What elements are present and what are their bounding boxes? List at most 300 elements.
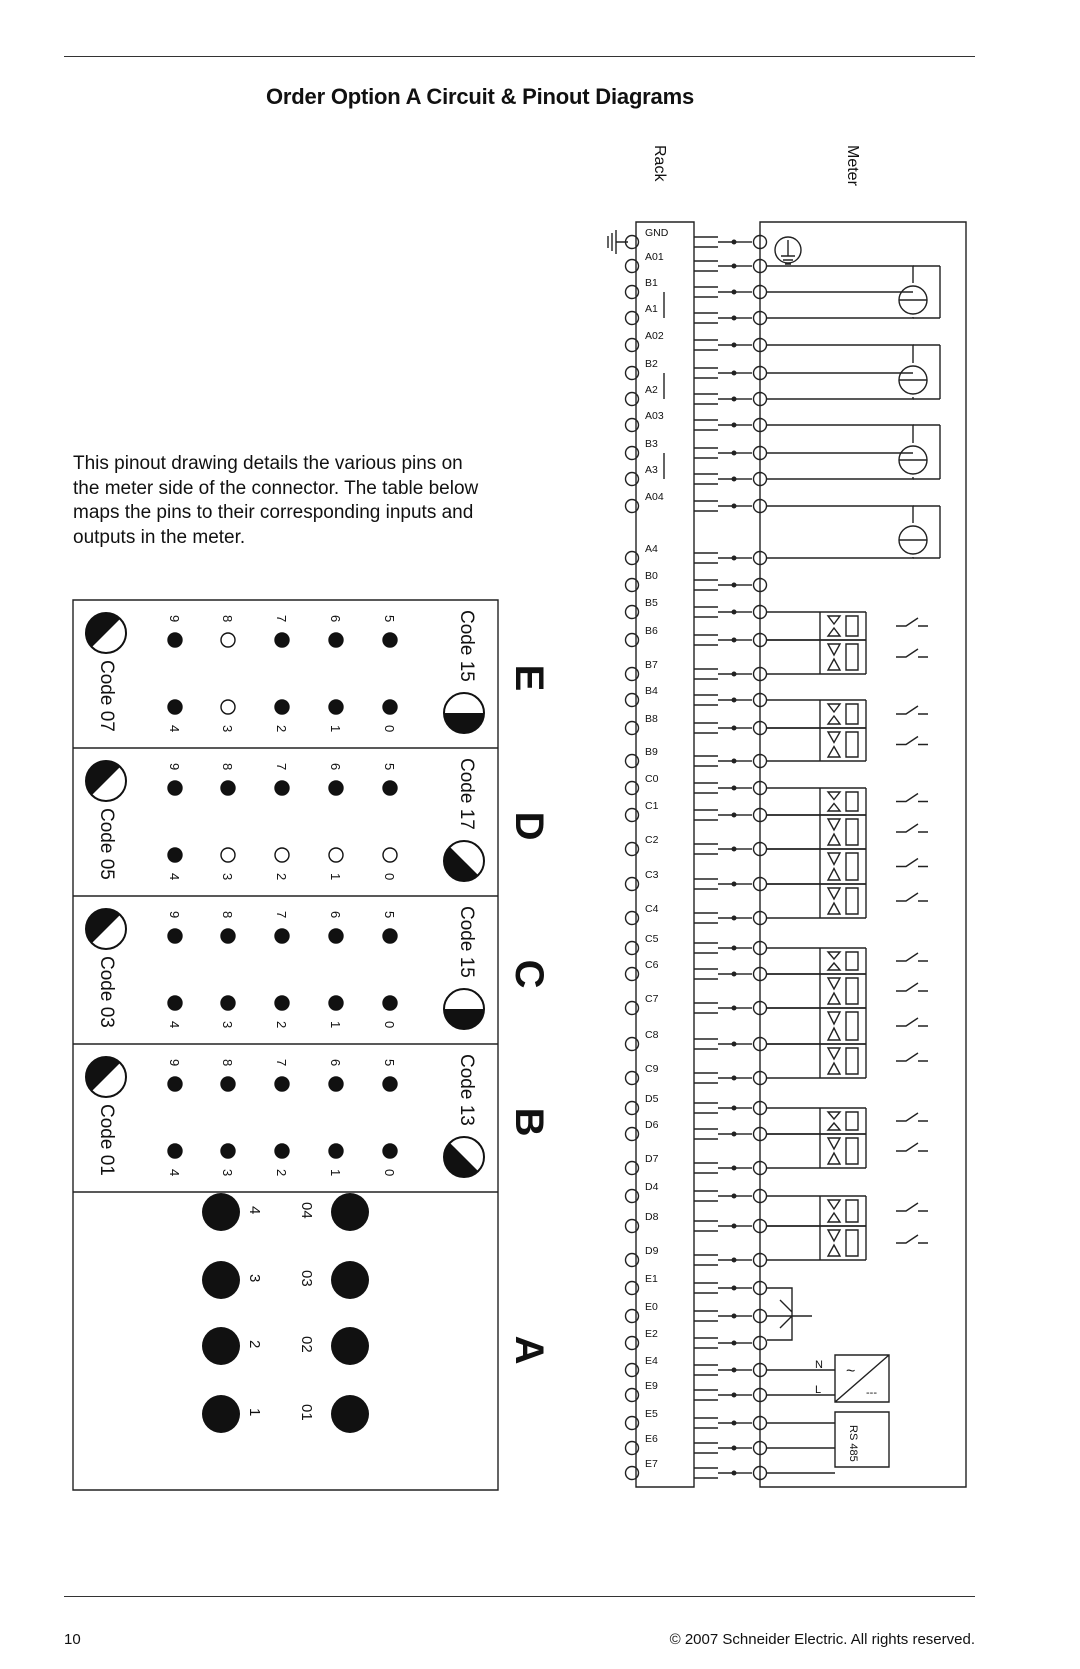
relay-output-16 xyxy=(767,1226,928,1260)
top-pin-dot xyxy=(383,633,397,647)
pin-dot xyxy=(732,316,737,321)
pin-b5 xyxy=(626,597,767,619)
pin-dot xyxy=(732,972,737,977)
pin-label: B1 xyxy=(645,277,658,289)
pin-d8 xyxy=(626,1211,767,1233)
pin-label: A03 xyxy=(645,410,664,422)
pin-c9 xyxy=(626,1063,767,1085)
input-loop-1 xyxy=(767,266,913,318)
pinout-section-b xyxy=(73,1049,551,1192)
relay-coil xyxy=(846,1048,858,1074)
pin-dot xyxy=(732,1286,737,1291)
pin-e0 xyxy=(626,1301,767,1323)
relay-output-11 xyxy=(767,1008,928,1044)
connector-pin-large xyxy=(202,1193,240,1231)
right-code-label: Code 15 xyxy=(456,610,477,682)
pin-dot xyxy=(732,423,737,428)
connector-pins xyxy=(694,394,732,404)
connector-pins xyxy=(694,1283,732,1293)
bottom-pin-label: 1 xyxy=(328,1021,343,1029)
left-code-label: Code 03 xyxy=(96,956,117,1028)
bottom-pin-dot xyxy=(168,996,182,1010)
rs485-block xyxy=(767,1412,889,1473)
top-pin-label: 7 xyxy=(274,615,289,623)
relay-frame xyxy=(820,815,866,849)
pin-label: B9 xyxy=(645,746,658,758)
pin-label: E9 xyxy=(645,1380,658,1392)
diode-icon xyxy=(828,952,840,970)
bottom-pin-label: 0 xyxy=(382,873,397,881)
pin-a3 xyxy=(626,464,767,486)
diode-icon xyxy=(828,792,840,811)
relay-coil xyxy=(846,819,858,845)
pin-label: C4 xyxy=(645,903,659,915)
relay-coil xyxy=(846,853,858,880)
bottom-pin-dot xyxy=(329,848,343,862)
top-pin-label: 6 xyxy=(328,763,343,771)
pin-a2 xyxy=(626,384,767,406)
pinout-table xyxy=(73,600,551,1490)
section-letter-e: E xyxy=(507,664,551,692)
connector-pins xyxy=(694,1163,732,1173)
pin-label: A1 xyxy=(645,303,658,315)
left-keying-circle xyxy=(78,1049,135,1106)
top-pin-label: 5 xyxy=(382,763,397,771)
page-number: 10 xyxy=(64,1631,81,1648)
rack-label: Rack xyxy=(651,145,668,182)
power-n-label: N xyxy=(815,1359,823,1371)
connector-pins xyxy=(694,1221,732,1231)
bottom-pin-dot xyxy=(168,700,182,714)
connector-pins xyxy=(694,756,732,766)
connector-pins xyxy=(694,1443,732,1453)
input-loop-outer xyxy=(913,345,940,399)
left-code-label: Code 07 xyxy=(96,660,117,732)
top-pin-label: 9 xyxy=(167,763,182,771)
relay-coil xyxy=(846,1138,858,1164)
pin-label: D9 xyxy=(645,1245,659,1257)
connector-pin-large xyxy=(331,1327,369,1365)
relay-output-14 xyxy=(767,1134,928,1168)
relay-output-6 xyxy=(767,815,928,849)
connector-pins xyxy=(694,913,732,923)
top-pin-label: 7 xyxy=(274,1059,289,1067)
relay-output-13 xyxy=(767,1108,928,1134)
pin-label: D8 xyxy=(645,1211,659,1223)
pin-b8 xyxy=(626,713,767,735)
switch-icon xyxy=(896,983,928,991)
switch-icon xyxy=(896,1053,928,1061)
connector-pins xyxy=(694,607,732,617)
top-pin-dot xyxy=(275,1077,289,1091)
inner-pin-label: 3 xyxy=(246,1274,263,1283)
pin-gnd xyxy=(626,227,767,249)
input-loop-4 xyxy=(767,506,913,558)
top-pin-dot xyxy=(168,929,182,943)
bottom-pin-label: 1 xyxy=(328,873,343,881)
switch-icon xyxy=(896,1113,928,1121)
pin-b1 xyxy=(626,277,767,299)
pin-dot xyxy=(732,1393,737,1398)
pin-label: B4 xyxy=(645,685,658,697)
diode-icon xyxy=(828,853,840,880)
pin-e7 xyxy=(626,1458,767,1480)
top-pin-dot xyxy=(275,781,289,795)
pin-dot xyxy=(732,504,737,509)
connector-pins xyxy=(694,368,732,378)
connector-pins xyxy=(694,695,732,705)
connector-pins xyxy=(694,1418,732,1428)
connector-pins xyxy=(694,448,732,458)
bottom-pin-label: 3 xyxy=(220,873,235,881)
switch-icon xyxy=(896,794,928,802)
pin-dot xyxy=(732,916,737,921)
diode-icon xyxy=(828,1012,840,1040)
bottom-pin-label: 0 xyxy=(382,1169,397,1177)
pin-d9 xyxy=(626,1245,767,1267)
switch-icon xyxy=(896,1018,928,1026)
pin-d7 xyxy=(626,1153,767,1175)
switch-icon xyxy=(896,953,928,961)
digital-input-diodes xyxy=(767,1288,812,1340)
copyright-notice: © 2007 Schneider Electric. All rights reserved. xyxy=(669,1631,975,1648)
top-pin-dot xyxy=(221,633,235,647)
pin-label: E7 xyxy=(645,1458,658,1470)
pin-dot xyxy=(732,451,737,456)
relay-output-12 xyxy=(767,1044,928,1078)
pin-dot xyxy=(732,759,737,764)
bottom-pin-label: 2 xyxy=(274,1021,289,1029)
connector-pins xyxy=(694,474,732,484)
pin-dot xyxy=(732,1006,737,1011)
pin-dot xyxy=(732,1166,737,1171)
switch-icon xyxy=(896,737,928,745)
connector-pin-large xyxy=(331,1193,369,1231)
pin-dot xyxy=(732,813,737,818)
pinout-section-c xyxy=(73,901,551,1044)
top-pin-label: 5 xyxy=(382,615,397,623)
pin-label: E2 xyxy=(645,1328,658,1340)
pin-label: B3 xyxy=(645,438,658,450)
connector-pins xyxy=(694,261,732,271)
top-pin-label: 5 xyxy=(382,1059,397,1067)
relay-frame xyxy=(820,700,866,728)
power-supply-block xyxy=(767,1355,889,1402)
pin-label: E5 xyxy=(645,1408,658,1420)
pin-label: E1 xyxy=(645,1273,658,1285)
diode-icon xyxy=(828,616,840,636)
pin-dot xyxy=(732,290,737,295)
pin-dot xyxy=(732,371,737,376)
relay-coil xyxy=(846,704,858,724)
bottom-pin-dot xyxy=(221,848,235,862)
connector-pin-large xyxy=(331,1261,369,1299)
diode-icon xyxy=(828,704,840,724)
pin-a04 xyxy=(626,491,767,513)
relay-frame xyxy=(820,1226,866,1260)
connector-pins xyxy=(694,501,732,511)
pin-c8 xyxy=(626,1029,767,1051)
pin-dot xyxy=(732,786,737,791)
top-pin-label: 9 xyxy=(167,911,182,919)
connector-pins xyxy=(694,1311,732,1321)
pin-dot xyxy=(732,583,737,588)
pin-label: E6 xyxy=(645,1433,658,1445)
intro-paragraph: This pinout drawing details the various pins on the meter side of the connector. The table below maps the pins to their corresponding inputs and outputs in the meter. xyxy=(73,453,479,548)
relay-output-7 xyxy=(767,849,928,884)
relay-frame xyxy=(820,1196,866,1226)
bottom-pin-label: 4 xyxy=(167,1021,182,1029)
top-pin-dot xyxy=(221,1077,235,1091)
relay-output-3 xyxy=(767,700,928,728)
relay-output-8 xyxy=(767,884,928,918)
power-dc-symbol: --- xyxy=(866,1387,877,1399)
section-letter-b: B xyxy=(507,1107,551,1137)
connector-pin-large xyxy=(202,1395,240,1433)
pin-label: A2 xyxy=(645,384,658,396)
pin-dot xyxy=(732,1224,737,1229)
pin-label: D6 xyxy=(645,1119,659,1131)
pin-dot xyxy=(732,638,737,643)
connector-pins xyxy=(694,1103,732,1113)
relay-output-9 xyxy=(767,948,928,974)
bottom-pin-dot xyxy=(275,1144,289,1158)
bottom-pin-dot xyxy=(329,996,343,1010)
switch-icon xyxy=(896,824,928,832)
top-pin-dot xyxy=(329,929,343,943)
pin-b3 xyxy=(626,438,767,460)
connector-pins xyxy=(694,943,732,953)
pin-dot xyxy=(732,1076,737,1081)
bottom-pin-dot xyxy=(275,700,289,714)
relay-frame xyxy=(820,788,866,815)
pin-a01 xyxy=(626,251,767,273)
connector-pins xyxy=(694,1365,732,1375)
pin-c7 xyxy=(626,993,767,1015)
bottom-pin-dot xyxy=(383,1144,397,1158)
left-keying-circle xyxy=(78,901,135,958)
inner-pin-label: 2 xyxy=(246,1340,263,1349)
pin-e4 xyxy=(626,1355,767,1377)
inner-pin-label: 1 xyxy=(246,1408,263,1417)
outer-pin-label: 04 xyxy=(298,1202,315,1219)
top-pin-dot xyxy=(329,781,343,795)
top-pin-dot xyxy=(383,1077,397,1091)
pin-dot xyxy=(732,1341,737,1346)
right-code-label: Code 13 xyxy=(456,1054,477,1126)
top-pin-dot xyxy=(383,781,397,795)
diode-icon xyxy=(828,644,840,670)
relay-frame xyxy=(820,974,866,1008)
bottom-pin-dot xyxy=(275,848,289,862)
pin-dot xyxy=(732,264,737,269)
pin-dot xyxy=(732,847,737,852)
diode-icon xyxy=(828,1230,840,1256)
pin-b4 xyxy=(626,685,767,707)
relay-frame xyxy=(820,728,866,761)
top-pin-dot xyxy=(221,781,235,795)
bottom-pin-dot xyxy=(168,1144,182,1158)
connector-pins xyxy=(694,1073,732,1083)
top-pin-dot xyxy=(275,633,289,647)
input-loop-2 xyxy=(767,345,913,399)
pin-d5 xyxy=(626,1093,767,1115)
switch-icon xyxy=(896,1143,928,1151)
bottom-pin-label: 4 xyxy=(167,725,182,733)
pin-c1 xyxy=(626,800,767,822)
diode-icon xyxy=(828,732,840,757)
pin-c4 xyxy=(626,903,767,925)
diode-icon xyxy=(828,1138,840,1164)
pin-dot xyxy=(732,1314,737,1319)
connector-pins xyxy=(694,237,732,247)
relay-coil xyxy=(846,1012,858,1040)
rs485-box xyxy=(835,1412,889,1467)
page-title: Order Option A Circuit & Pinout Diagrams xyxy=(266,84,694,109)
bottom-pin-dot xyxy=(329,700,343,714)
pin-label: E0 xyxy=(645,1301,658,1313)
pin-label: B0 xyxy=(645,570,658,582)
bottom-pin-dot xyxy=(221,700,235,714)
relay-output-4 xyxy=(767,728,928,761)
power-wires xyxy=(767,1370,835,1395)
relay-frame xyxy=(820,1108,866,1134)
relay-output-5 xyxy=(767,788,928,815)
pin-c2 xyxy=(626,834,767,856)
pin-label: D7 xyxy=(645,1153,659,1165)
pin-label: GND xyxy=(645,227,669,239)
connector-pins xyxy=(694,1468,732,1478)
pin-dot xyxy=(732,946,737,951)
switch-icon xyxy=(896,1235,928,1243)
connector-pins xyxy=(694,287,732,297)
right-keying-circle xyxy=(436,833,493,890)
connector-pins xyxy=(694,1129,732,1139)
relay-output-2 xyxy=(767,640,928,674)
relay-coil xyxy=(846,792,858,811)
pin-label: C0 xyxy=(645,773,659,785)
relay-frame xyxy=(820,948,866,974)
relay-coil xyxy=(846,978,858,1004)
relay-coil xyxy=(846,644,858,670)
bottom-pin-dot xyxy=(168,848,182,862)
relay-coil xyxy=(846,1112,858,1130)
pin-dot xyxy=(732,1042,737,1047)
pin-label: B6 xyxy=(645,625,658,637)
pin-label: A01 xyxy=(645,251,664,263)
bottom-pin-label: 0 xyxy=(382,725,397,733)
relay-coil xyxy=(846,952,858,970)
pin-label: D5 xyxy=(645,1093,659,1105)
pinout-section-d xyxy=(73,753,551,896)
circuit-diagram xyxy=(608,145,966,1487)
bottom-pin-dot xyxy=(329,1144,343,1158)
bottom-pin-dot xyxy=(221,1144,235,1158)
outer-pin-label: 01 xyxy=(298,1404,315,1421)
bottom-pin-dot xyxy=(221,996,235,1010)
switch-icon xyxy=(896,893,928,901)
pinout-section-e xyxy=(73,605,551,748)
bottom-pin-label: 2 xyxy=(274,1169,289,1177)
power-l-label: L xyxy=(815,1384,822,1396)
pin-label: C2 xyxy=(645,834,659,846)
top-pin-label: 6 xyxy=(328,615,343,623)
diode-icon xyxy=(828,819,840,845)
switch-icon xyxy=(896,859,928,867)
pin-dot xyxy=(732,1421,737,1426)
pin-e1 xyxy=(626,1273,767,1295)
inner-pin-label: 4 xyxy=(246,1206,263,1215)
pin-b6 xyxy=(626,625,767,647)
top-pin-label: 9 xyxy=(167,1059,182,1067)
connector-pins xyxy=(694,723,732,733)
pin-d4 xyxy=(626,1181,767,1203)
pin-label: B5 xyxy=(645,597,658,609)
pin-dot xyxy=(732,1368,737,1373)
top-pin-dot xyxy=(329,1077,343,1091)
diode-icon xyxy=(828,978,840,1004)
bottom-pin-dot xyxy=(383,848,397,862)
top-pin-label: 7 xyxy=(274,763,289,771)
connector-pins xyxy=(694,553,732,563)
power-supply-box xyxy=(835,1355,889,1402)
relay-output-1 xyxy=(767,612,928,640)
pin-label: C7 xyxy=(645,993,659,1005)
pin-e2 xyxy=(626,1328,767,1350)
connector-pins xyxy=(694,669,732,679)
top-pin-dot xyxy=(275,929,289,943)
connector-pins xyxy=(694,783,732,793)
relay-frame xyxy=(820,1008,866,1044)
pin-d6 xyxy=(626,1119,767,1141)
left-code-label: Code 01 xyxy=(96,1104,117,1176)
footer-rule xyxy=(64,1596,975,1597)
pin-dot xyxy=(732,556,737,561)
connector-pins xyxy=(694,420,732,430)
pin-label: E4 xyxy=(645,1355,658,1367)
pin-label: C5 xyxy=(645,933,659,945)
pin-label: B2 xyxy=(645,358,658,370)
diode-icon xyxy=(828,888,840,914)
connector-pins xyxy=(694,1338,732,1348)
bottom-pin-label: 4 xyxy=(167,873,182,881)
pin-dot xyxy=(732,343,737,348)
pin-dot xyxy=(732,698,737,703)
switch-icon xyxy=(896,649,928,657)
bottom-pin-label: 1 xyxy=(328,1169,343,1177)
pin-dot xyxy=(732,672,737,677)
pin-label: C1 xyxy=(645,800,659,812)
bottom-pin-label: 3 xyxy=(220,1021,235,1029)
left-keying-circle xyxy=(78,753,135,810)
diode-icon xyxy=(828,1112,840,1130)
input-loop-outer xyxy=(913,425,940,479)
input-loop-3 xyxy=(767,425,913,479)
relay-frame xyxy=(820,1044,866,1078)
pin-label: C8 xyxy=(645,1029,659,1041)
right-code-label: Code 15 xyxy=(456,906,477,978)
pin-label: B7 xyxy=(645,659,658,671)
pin-dot xyxy=(732,1106,737,1111)
top-pin-dot xyxy=(168,633,182,647)
pin-dot xyxy=(732,882,737,887)
top-pin-label: 8 xyxy=(220,763,235,771)
pin-a1 xyxy=(626,303,767,325)
right-keying-circle xyxy=(444,693,484,733)
top-pin-label: 5 xyxy=(382,911,397,919)
connector-pin-large xyxy=(202,1327,240,1365)
pin-label: A4 xyxy=(645,543,658,555)
